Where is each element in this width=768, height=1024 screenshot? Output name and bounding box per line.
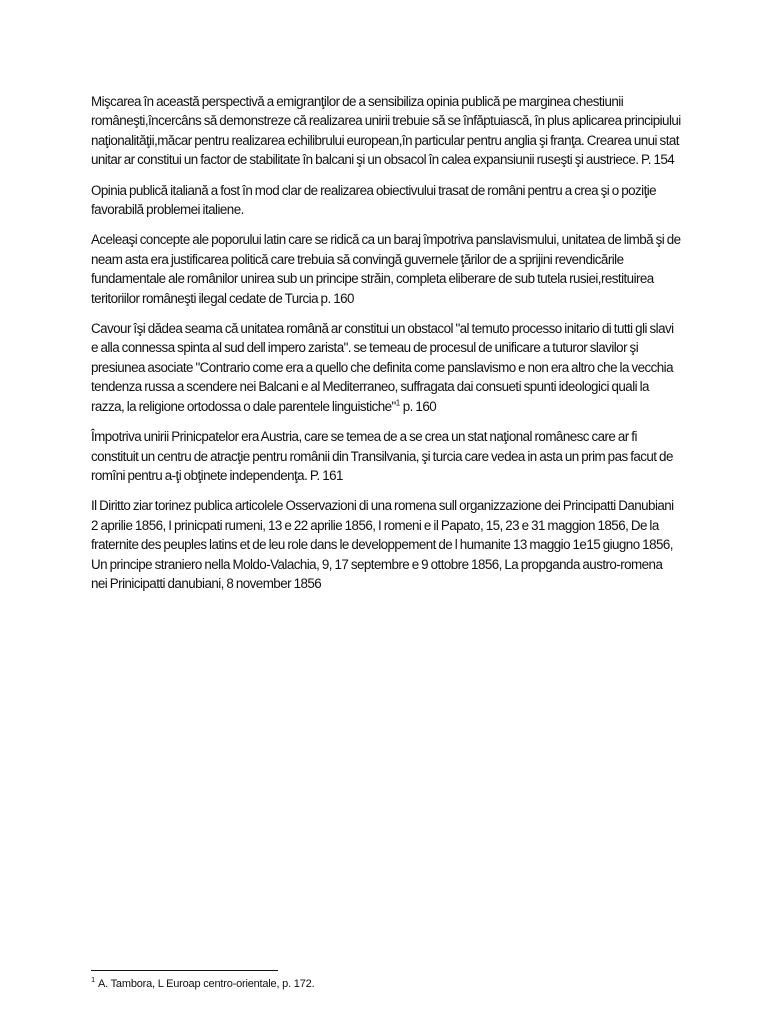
paragraph-italian-opinion: Opinia publică italiană a fost în mod clar de realizarea obiectivului trasat de români pentru a crea şi o poziţie favorabilă problemei italiene. (91, 182, 657, 218)
footnote-reference[interactable]: 1 (395, 398, 401, 408)
cavour-text: Cavour îşi dădea seama că unitatea română ar constitui un obstacol "al temuto processo initario di tutti gli slavi e alla connessa spinta al sud dell impero zarista". se temeau de procesul de unificare a tuturor slavilor şi presiunea asociate "Contrario come era a quello che definita come panslavismo e non era altro che la vecchia tendenza russa a scendere nei Balcani e al Mediterraneo, suffragata dai consueti spunti ideologici quali la razza, la religione ortodossa o dale parentele linguistiche" (91, 321, 674, 414)
paragraph-cavour (91, 319, 681, 416)
cavour-page-ref: p. 160 (400, 398, 437, 414)
paragraph-latin-concepts: Aceleaşi concepte ale poporului latin care se ridică ca un baraj împotriva panslavismului, unitatea de limbă şi de neam asta era justificarea politică care trebuia să convingă guvernele ţărilor de a sprijini revendicările fundamentale ale românilor unirea sub un principe străin, completa eliberare de sub tutela rusiei,restituirea teritoriilor româneşti ilegal cedate de Turcia p. 160 (91, 232, 681, 306)
paragraph-emigrants: Mişcarea în această perspectivă a emigranţilor de a sensibiliza opinia publică pe marginea chestiunii româneşti,încercâns să demonstreze că realizarea unirii trebuie să se înfăptuiască, în plus aplicarea principiului naţionalităţii,măcar pentru realizarea echilibrului european,în particular pentru anglia şi franţa. Crearea unui stat unitar ar constitui un factor de stabilitate în balcani şi un obsacol în calea expansiunii ruseşti şi austriece. P. 154 (91, 94, 681, 168)
footnote-text: A. Tambora, L Euroap centro-orientale, p. 172. (97, 978, 315, 990)
footnote (91, 976, 681, 992)
footnote-number: 1 (91, 975, 95, 985)
paragraph-il-diritto: Il Diritto ziar torinez publica articolele Osservazioni di una romena sull organizzazione dei Principatti Danubiani 2 aprilie 1856, I prinicpati rumeni, 13 e 22 aprilie 1856, I romeni e il Papato, 15, 23 e 31 maggion 1856, De la fraternite des peuples latins et de leu role dans le developpement de l humanite 13 maggio 1e15 giugno 1856, Un principe straniero nella Moldo-Valachia, 9, 17 septembre e 9 ottobre 1856, La propganda austro-romena nei Prinicipatti danubiani, 8 november 1856 (91, 498, 674, 591)
paragraph-austria: Împotriva unirii Prinicpatelor era Austria, care se temea de a se crea un stat naţional românesc care ar fi constituit un centru de atracţie pentru românii din Transilvania, şi turcia care vedea in asta un prim pas facut de romîni pentru a-ţi obţinete independenţa. P. 161 (91, 429, 673, 483)
body-text (91, 92, 681, 604)
footnote-separator (91, 970, 278, 971)
